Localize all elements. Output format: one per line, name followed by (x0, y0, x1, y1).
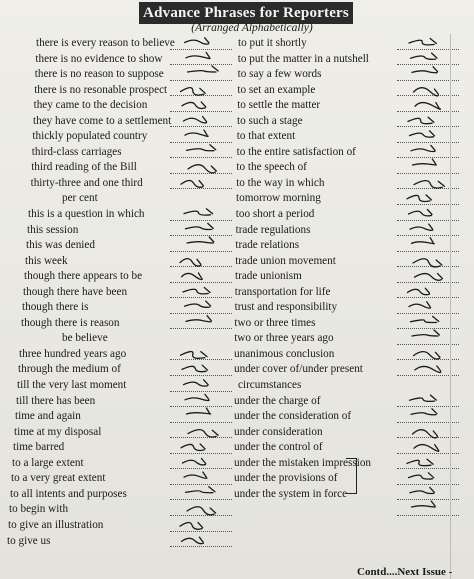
left-phrase: till the very last moment (17, 379, 127, 392)
shorthand-outline (176, 97, 224, 111)
outline-entry (170, 469, 232, 485)
left-phrase: this is a question in which (28, 208, 145, 221)
left-phrase: be believe (62, 332, 108, 345)
shorthand-outline (403, 268, 451, 282)
left-phrase: they came to the decision (33, 99, 148, 112)
left-phrase: third reading of the Bill (31, 161, 137, 174)
outline-entry (170, 205, 232, 221)
outline-entry (170, 485, 232, 501)
shorthand-outline (403, 144, 451, 158)
shorthand-outline (403, 284, 451, 298)
shorthand-outline (176, 424, 224, 438)
shorthand-outline (403, 408, 451, 422)
outline-entry (170, 500, 232, 516)
outline-entry (170, 81, 232, 97)
left-phrase: three hundred years ago (19, 347, 127, 360)
outline-entry (170, 112, 232, 128)
shorthand-outline (176, 377, 224, 391)
left-phrase: though there appears to be (24, 270, 143, 283)
left-phrase: through the medium of (18, 363, 121, 376)
shorthand-outline (403, 159, 451, 173)
shorthand-outline (403, 128, 451, 142)
shorthand-outline (176, 237, 224, 251)
shorthand-outline (176, 66, 224, 80)
outline-entry (170, 516, 232, 532)
shorthand-outline (403, 299, 451, 313)
shorthand-outline (176, 82, 224, 96)
margin-rule (450, 34, 451, 579)
outline-entry (170, 252, 232, 268)
shorthand-outline (403, 206, 451, 220)
right-phrase: to such a stage (237, 114, 303, 127)
outline-entry (170, 407, 232, 423)
outline-entry (170, 174, 232, 190)
left-phrase: there is no evidence to show (35, 52, 163, 65)
shorthand-outline (176, 113, 224, 127)
right-phrase: under consideration (234, 425, 323, 438)
shorthand-outline (176, 346, 224, 360)
right-phrase: under the mistaken impression (234, 456, 372, 469)
right-phrase: trade regulations (235, 223, 311, 236)
right-phrase: to put it shortly (238, 37, 307, 49)
outline-entry (170, 267, 232, 283)
left-phrase: to a large extent (12, 456, 84, 469)
shorthand-outline (176, 486, 224, 500)
outline-entry (170, 532, 232, 548)
shorthand-outline (403, 51, 451, 65)
shorthand-outline (176, 517, 224, 531)
shorthand-outline (176, 175, 224, 189)
shorthand-outline (403, 439, 451, 453)
shorthand-outline (403, 330, 451, 344)
right-phrase-column (234, 36, 402, 502)
outline-entry (170, 283, 232, 299)
left-phrase: to begin with (9, 503, 69, 516)
right-phrase: to the way in which (236, 176, 325, 189)
title-text: Advance Phrases for Reporters (143, 4, 349, 21)
right-phrase: tomorrow morning (236, 192, 321, 205)
shorthand-outline (176, 455, 224, 469)
left-phrase: to all intents and purposes (10, 487, 127, 500)
shorthand-outline (403, 253, 451, 267)
shorthand-outline (403, 501, 451, 515)
left-phrase: though there have been (23, 285, 128, 298)
shorthand-outline (403, 35, 451, 49)
shorthand-outline (403, 97, 451, 111)
right-phrase: trade union movement (235, 254, 336, 267)
left-phrase: this week (25, 254, 68, 267)
shorthand-outline (176, 315, 224, 329)
right-phrase: unanimous conclusion (234, 347, 335, 360)
shorthand-outline (176, 393, 224, 407)
right-phrase: too short a period (235, 208, 315, 221)
outline-entry (170, 392, 232, 408)
shorthand-outline (403, 175, 451, 189)
left-phrase: this session (27, 223, 79, 236)
right-phrase: to the speech of (236, 161, 307, 174)
right-phrase: trust and responsibility (234, 301, 338, 314)
shorthand-outline (403, 361, 451, 375)
shorthand-outline (403, 190, 451, 204)
outline-entry (170, 65, 232, 81)
subtitle: (Arranged Alphabetically) (191, 22, 313, 34)
left-phrase: time and again (15, 410, 81, 423)
left-phrase: they have come to a settlement (33, 114, 172, 127)
outline-entry (170, 96, 232, 112)
right-phrase: trade relations (235, 239, 300, 252)
left-phrase: there is no resonable prospect (34, 83, 168, 96)
shorthand-outline (176, 206, 224, 220)
shorthand-outline (403, 66, 451, 80)
left-phrase: to a very great extent (11, 472, 106, 485)
outline-entry (170, 454, 232, 470)
left-phrase: this was denied (26, 239, 95, 252)
right-phrase: circumstances (238, 379, 302, 392)
shorthand-outline (403, 470, 451, 484)
shorthand-outline (176, 128, 224, 142)
shorthand-outline (176, 533, 224, 547)
shorthand-outline (176, 253, 224, 267)
right-phrase: under the system in force (234, 487, 348, 500)
shorthand-outline (176, 361, 224, 375)
right-phrase: to put the matter in a nutshell (237, 52, 369, 65)
right-phrase: under cover of/under present (234, 363, 363, 376)
left-phrase-column (0, 36, 178, 549)
outline-entry (170, 34, 232, 50)
shorthand-outline (403, 393, 451, 407)
outline-entry (170, 345, 232, 361)
page-title (139, 2, 353, 24)
left-phrase: thickly populated country (32, 130, 148, 143)
outline-entry (170, 298, 232, 314)
continued-note: Contd....Next Issue - (357, 566, 453, 578)
outline-entry (170, 236, 232, 252)
shorthand-outline (403, 113, 451, 127)
right-phrase: to that extent (236, 130, 296, 143)
left-phrase: there is no reason to suppose (34, 68, 164, 81)
shorthand-outline (176, 222, 224, 236)
left-phrase: per cent (62, 192, 98, 205)
left-phrase: third-class carriages (31, 145, 122, 158)
shorthand-outline (176, 51, 224, 65)
right-phrase: to set an example (237, 83, 316, 96)
right-phrase: two or three years ago (234, 332, 334, 345)
shorthand-outline (403, 424, 451, 438)
shorthand-outline (176, 144, 224, 158)
right-phrase: to the entire satisfaction of (236, 145, 356, 158)
left-phrase: time at my disposal (14, 425, 102, 438)
right-phrase: under the provisions of (234, 472, 338, 485)
outline-entry (170, 50, 232, 66)
right-phrase: transportation for life (234, 285, 331, 298)
shorthand-outline (403, 315, 451, 329)
right-phrase: under the control of (234, 441, 323, 454)
shorthand-outline (176, 439, 224, 453)
bracket-mark (346, 458, 357, 494)
shorthand-outline (403, 486, 451, 500)
left-outline-column (170, 34, 232, 547)
shorthand-outline (176, 299, 224, 313)
right-phrase: to settle the matter (237, 99, 321, 112)
right-phrase: to say a few words (237, 68, 322, 81)
outline-entry (170, 158, 232, 174)
left-phrase: to give an illustration (8, 518, 104, 531)
left-phrase: there is every reason to believe (36, 37, 175, 49)
shorthand-outline (176, 35, 224, 49)
left-phrase: time barred (13, 441, 65, 454)
shorthand-outline (403, 455, 451, 469)
left-phrase: though there is (22, 301, 89, 314)
left-phrase: till there has been (16, 394, 96, 407)
left-phrase: to give us (7, 534, 51, 547)
outline-entry (170, 329, 232, 345)
outline-entry (170, 423, 232, 439)
shorthand-outline (176, 284, 224, 298)
right-phrase: under the charge of (234, 394, 321, 407)
outline-entry (170, 143, 232, 159)
outline-entry (170, 127, 232, 143)
right-phrase: two or three times (234, 316, 316, 329)
right-phrase: trade unionism (235, 270, 302, 283)
outline-entry (170, 221, 232, 237)
left-phrase: though there is reason (21, 316, 120, 329)
shorthand-outline (176, 159, 224, 173)
shorthand-outline (176, 408, 224, 422)
shorthand-outline (403, 222, 451, 236)
shorthand-outline (403, 346, 451, 360)
shorthand-outline (403, 82, 451, 96)
shorthand-outline (176, 470, 224, 484)
shorthand-outline (176, 268, 224, 282)
outline-entry (170, 189, 232, 205)
outline-entry (170, 314, 232, 330)
left-phrase: thirty-three and one third (30, 176, 143, 189)
shorthand-outline (403, 237, 451, 251)
outline-entry (170, 376, 232, 392)
shorthand-outline (176, 501, 224, 515)
right-phrase: under the consideration of (234, 410, 352, 423)
outline-entry (170, 438, 232, 454)
outline-entry (170, 360, 232, 376)
